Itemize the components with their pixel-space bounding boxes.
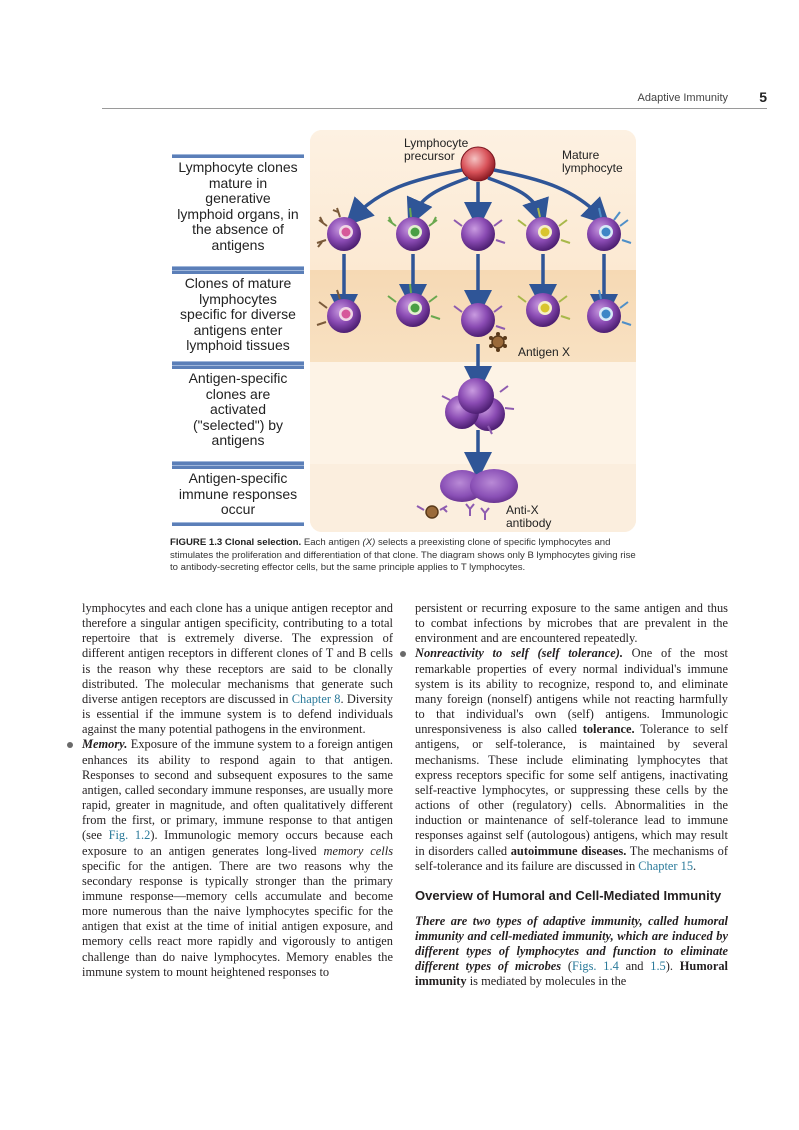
fig-1-5-link[interactable]: 1.5 [650, 959, 666, 974]
legend-step-1: Lymphocyte clones mature in generative lymphoid organs, in the absence of antigens [177, 159, 299, 253]
label-precursor: Lymphocyte precursor [404, 136, 469, 163]
legend-divider [172, 270, 304, 274]
header-rule [102, 108, 767, 109]
legend-step-3: Antigen-specific clones are activated ("selected") by antigens [188, 370, 288, 448]
paragraph: There are two types of adaptive immunity, called humoral immunity and cell-mediated immunity, which are induced by different types of lymphocytes and function to eliminate different types of microbes (Figs. 1.4 and 1.5). Humoral immunity is mediated by molecules in the [415, 913, 728, 989]
legend-divider [172, 154, 304, 158]
lymphocyte-clone-cells-row1 [317, 208, 631, 251]
antigen-antibody-complex [417, 506, 447, 518]
legend-step-4: Antigen-specific immune responses occur [178, 470, 298, 517]
lymphocyte-clone-cells-row2 [317, 284, 631, 337]
caption-label: FIGURE 1.3 Clonal selection. [170, 537, 302, 548]
figure-clonal-selection [172, 128, 636, 532]
fig-1-2-link[interactable]: Fig. 1.2 [108, 828, 151, 843]
label-antibody: Anti-X antibody [506, 503, 552, 530]
fig-1-4-link[interactable]: Figs. 1.4 [572, 959, 619, 974]
paragraph: lymphocytes and each clone has a unique antigen receptor and therefore a singular antigen specificity, contributing to a total repertoire that is extremely diverse. The expression of different antigen receptors in different clones of T and B cells is the reason why these receptors are said to be clonally distributed. The molecular mechanisms that generate such diverse antigen receptors are discussed in Chapter 8. Diversity is essential if the immune system is to defend individuals against the many potential pathogens in the environment. [82, 601, 394, 737]
label-mature: Mature lymphocyte [562, 148, 623, 175]
figure-caption: FIGURE 1.3 Clonal selection. Each antigen (X) selects a preexisting clone of specific lymphocytes and stimulates the proliferation and differentiation of that clone. The diagram shows only B lymphocytes giving rise to antibody-secreting effector cells, but the same principle applies to T lymphocytes. [170, 537, 636, 573]
running-header [0, 89, 799, 112]
clonal-selection-diagram [310, 130, 636, 532]
bullet-memory: Memory. Exposure of the immune system to a foreign antigen enhances its ability to respond again to that antigen. Responses to second and subsequent exposures to the same antigen, called secondary immune responses, are usually more rapid, greater in magnitude, and often qualitatively different from the first, or primary, immune response to that antigen (see Fig. 1.2). Immunologic memory occurs because each exposure to an antigen generates long-lived memory cells specific for the antigen. There are two reasons why the secondary response is typically stronger than the primary immune response—memory cells accumulate and become more numerous than the naive lymphocytes specific for the antigen that exist at the time of initial antigen exposure, and memory cells react more rapidly and vigorously to antigen challenge than do naive lymphocytes. Memory enables the immune system to mount heightened responses to [82, 737, 393, 980]
body-column-left [82, 601, 393, 980]
diagram-illustration [310, 130, 636, 532]
paragraph: persistent or recurring exposure to the same antigen and thus to combat infections by microbes that are prevalent in the environment and are encountered repeatedly. [415, 601, 728, 646]
page-number: 5 [759, 89, 767, 105]
body-column-right [415, 601, 728, 990]
proliferating-clone-cells [442, 378, 514, 434]
legend-divider [172, 365, 304, 369]
antibody-secreting-cells [440, 469, 518, 503]
running-title: Adaptive Immunity [637, 92, 728, 104]
section-heading: Overview of Humoral and Cell-Mediated Immunity [415, 887, 722, 903]
legend-divider [172, 522, 304, 526]
bullet-self-tolerance: Nonreactivity to self (self tolerance). One of the most remarkable properties of every normal individual's immune system is its ability to recognize, respond to, and eliminate many foreign (nonself) antigens while not reacting harmfully to that individual's own (self) antigens. Immunologic unresponsiveness is also called tolerance. Tolerance to self antigens, or self-tolerance, is maintained by several mechanisms. These include eliminating lymphocytes that express receptors specific for some self antigens, inactivating self-reactive lymphocytes, or suppressing these cells by the actions of other (regulatory) cells. Abnormalities in the induction or maintenance of self-tolerance lead to immune responses against self (autologous) antigens, which may result in disorders called autoimmune diseases. The mechanisms of self-tolerance and its failure are discussed in Chapter 15. [415, 646, 728, 873]
label-antigen: Antigen X [518, 345, 571, 359]
chapter-15-link[interactable]: Chapter 15 [638, 858, 694, 873]
secreted-antibodies [466, 504, 489, 520]
legend-divider [172, 465, 304, 469]
legend-step-2: Clones of mature lymphocytes specific for diverse antigens enter lymphoid tissues [180, 275, 296, 353]
bullet-icon [400, 651, 406, 657]
bullet-icon [67, 742, 73, 748]
antigen-x [489, 332, 507, 352]
chapter-8-link[interactable]: Chapter 8 [291, 691, 341, 706]
